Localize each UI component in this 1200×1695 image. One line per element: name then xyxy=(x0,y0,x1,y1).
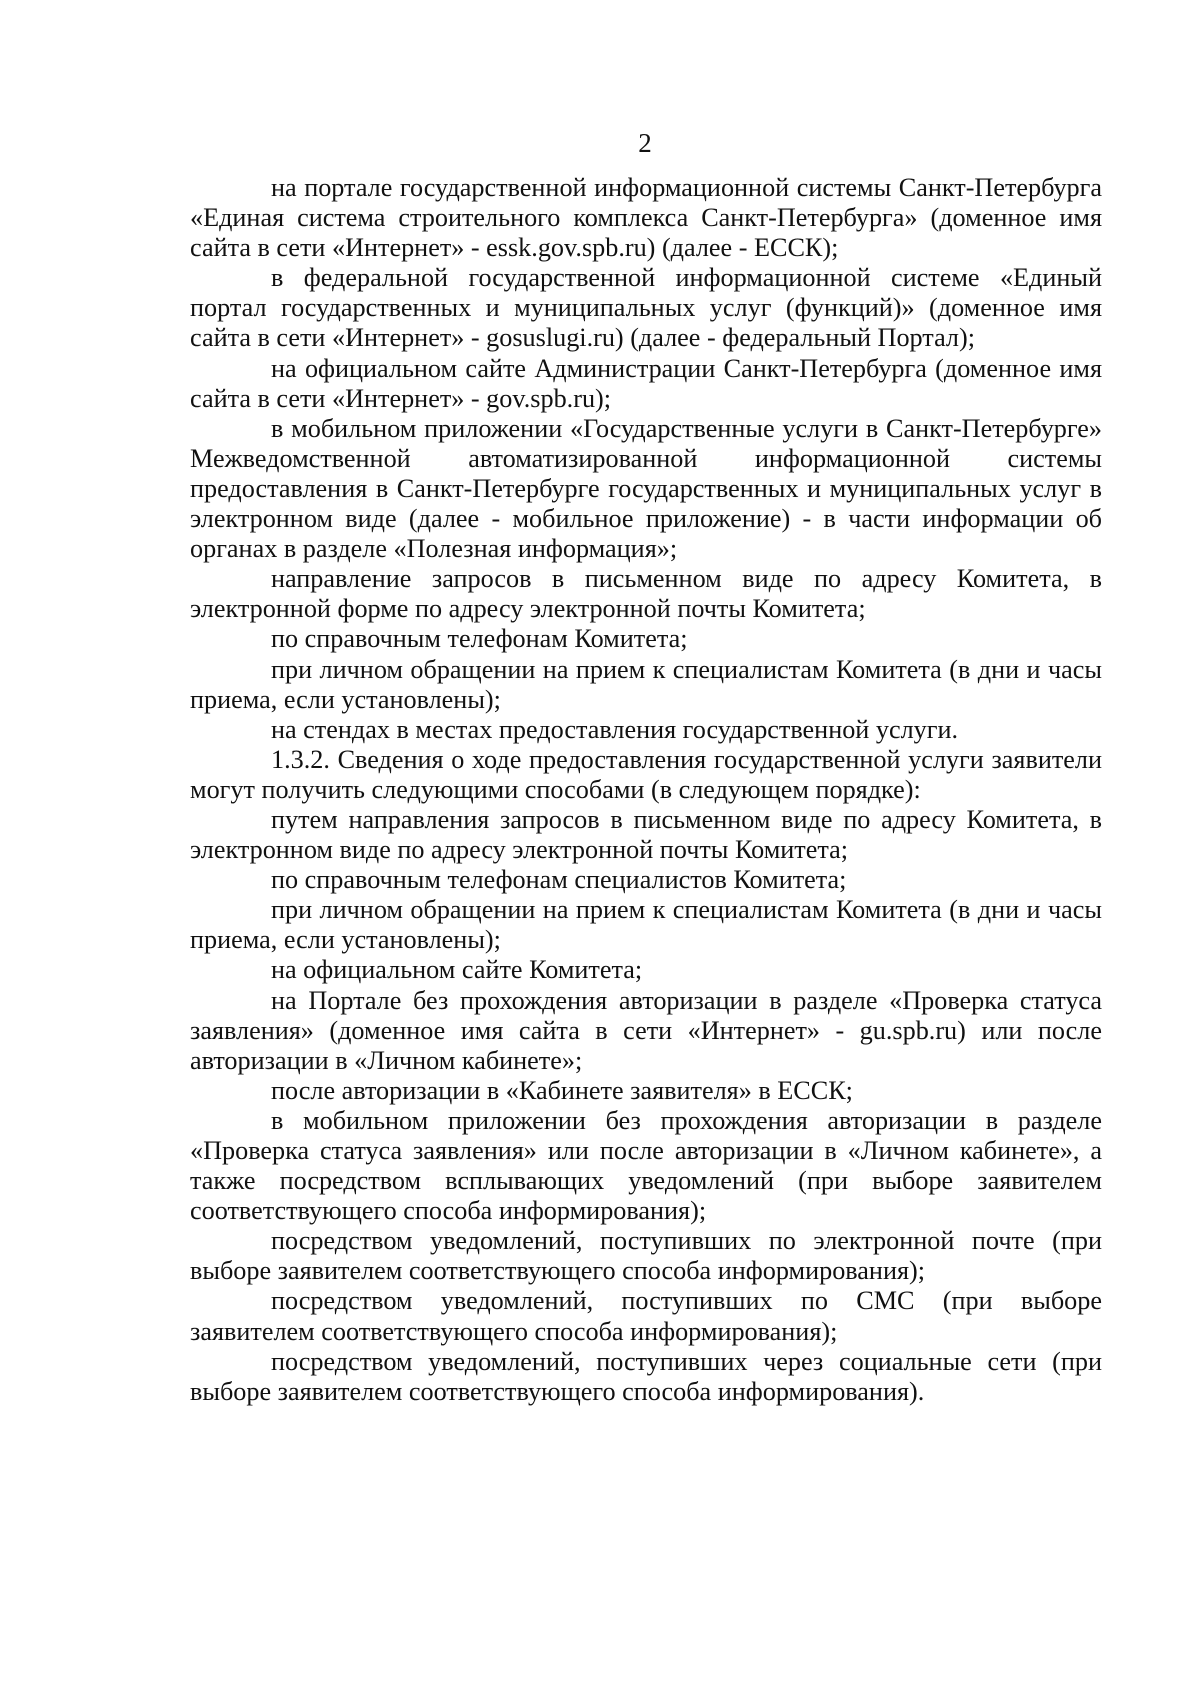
paragraph-personal-visit: при личном обращении на прием к специалистам Комитета (в дни и часы приема, если установлены); xyxy=(190,654,1102,714)
paragraph-stands: на стендах в местах предоставления государственной услуги. xyxy=(271,714,959,744)
paragraph-written-requests: направление запросов в письменном виде по адресу Комитета, в электронной форме по адресу электронной почты Комитета; xyxy=(190,564,1102,624)
paragraph-email-notifications: посредством уведомлений, поступивших по электронной почте (при выборе заявителем соответствующего способа информирования); xyxy=(190,1226,1102,1286)
paragraph-section-1-3-2: 1.3.2. Сведения о ходе предоставления государственной услуги заявители могут получить следующими способами (в следующем порядке): xyxy=(190,744,1102,804)
paragraph-status-written-requests: путем направления запросов в письменном виде по адресу Комитета, в электронном виде по адресу электронной почты Комитета; xyxy=(190,804,1102,865)
page-number: 2 xyxy=(638,128,652,158)
paragraph-mobile-app: в мобильном приложении «Государственные услуги в Санкт-Петербурге» Межведомственной автоматизированной информационной системы предоставления в Санкт-Петербурге государственных и муниципальных услуг в электронном виде (далее - мобильное приложение) - в части информации об органах в разделе «Полезная информация»; xyxy=(190,413,1102,564)
paragraph-committee-site: на официальном сайте Комитета; xyxy=(271,955,643,985)
paragraph-status-phones: по справочным телефонам специалистов Комитета; xyxy=(271,865,847,895)
document-body xyxy=(190,173,1102,1407)
paragraph-applicant-cabinet: после авторизации в «Кабинете заявителя» в ЕССК; xyxy=(271,1075,853,1105)
paragraph-status-personal-visit: при личном обращении на прием к специалистам Комитета (в дни и часы приема, если установлены); xyxy=(190,895,1102,955)
paragraph-federal-portal: в федеральной государственной информационной системе «Единый портал государственных и муниципальных услуг (функций)» (доменное имя сайта в сети «Интернет» - gosuslugi.ru) (далее - федеральный Портал); xyxy=(190,263,1102,353)
paragraph-social-notifications: посредством уведомлений, поступивших через социальные сети (при выборе заявителем соответствующего способа информирования). xyxy=(190,1346,1102,1406)
paragraph-administration-site: на официальном сайте Администрации Санкт-Петербурга (доменное имя сайта в сети «Интернет» - gov.spb.ru); xyxy=(190,353,1102,413)
paragraph-portal-status-check: на Портале без прохождения авторизации в разделе «Проверка статуса заявления» (доменное имя сайта в сети «Интернет» - gu.spb.ru) или после авторизации в «Личном кабинете»; xyxy=(190,985,1102,1075)
paragraph-essk-portal: на портале государственной информационной системы Санкт-Петербурга «Единая система строительного комплекса Санкт-Петербурга» (доменное имя сайта в сети «Интернет» - essk.gov.spb.ru) (далее - ЕССК); xyxy=(190,173,1102,263)
paragraph-mobile-status-check: в мобильном приложении без прохождения авторизации в разделе «Проверка статуса заявления» или после авторизации в «Личном кабинете», а также посредством всплывающих уведомлений (при выборе заявителем соответствующего способа информирования); xyxy=(190,1105,1102,1226)
paragraph-reference-phones: по справочным телефонам Комитета; xyxy=(271,624,688,654)
paragraph-sms-notifications: посредством уведомлений, поступивших по СМС (при выборе заявителем соответствующего способа информирования); xyxy=(190,1286,1102,1346)
